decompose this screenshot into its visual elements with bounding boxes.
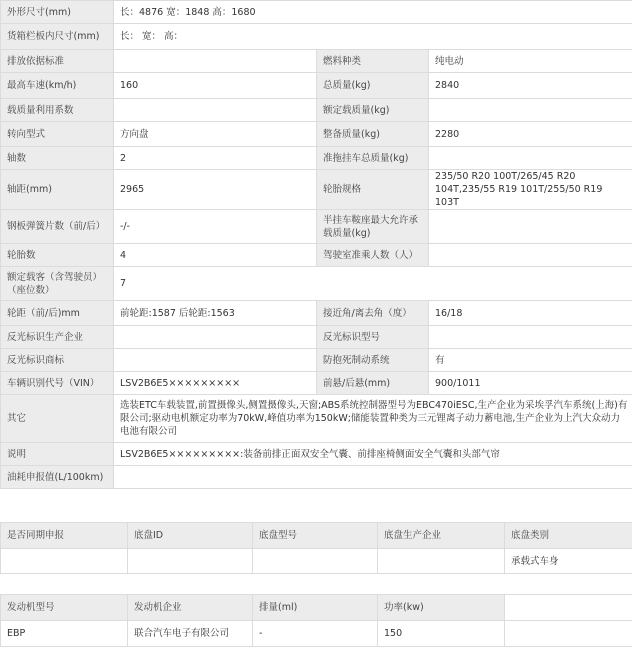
spec-value xyxy=(429,210,632,244)
spec-label: 燃料种类 xyxy=(317,50,429,73)
chassis-cell xyxy=(1,549,128,574)
spec-row xyxy=(1,99,632,122)
engine-cell: EBP xyxy=(1,621,128,647)
spec-label: 轮胎数 xyxy=(1,244,114,267)
spec-row xyxy=(1,372,632,395)
spec-label: 油耗申报值(L/100km) xyxy=(1,466,114,489)
spec-row xyxy=(1,301,632,326)
spec-label: 轮距（前/后)mm xyxy=(1,301,114,326)
spec-value: 前轮距:1587 后轮距:1563 xyxy=(114,301,317,326)
engine-cell xyxy=(505,621,632,647)
spec-label: 钢板弹簧片数（前/后） xyxy=(1,210,114,244)
chassis-header-cell: 是否同期申报 xyxy=(1,523,128,549)
engine-cell: 150 xyxy=(378,621,505,647)
spec-value: LSV2B6E5×××××××××:装备前排正面双安全气囊、前排座椅侧面安全气囊和头部气帘 xyxy=(114,443,632,466)
spec-label: 说明 xyxy=(1,443,114,466)
spec-value: 900/1011 xyxy=(429,372,632,395)
spec-label: 轮胎规格 xyxy=(317,170,429,210)
spec-value xyxy=(429,99,632,122)
spec-label: 载质量利用系数 xyxy=(1,99,114,122)
spec-row xyxy=(1,50,632,73)
spec-label: 其它 xyxy=(1,395,114,443)
engine-table xyxy=(0,594,632,647)
spec-label: 货箱栏板内尺寸(mm) xyxy=(1,24,114,50)
spec-label: 外形尺寸(mm) xyxy=(1,1,114,24)
spec-value: 长： 宽： 高： xyxy=(114,24,632,50)
chassis-cell xyxy=(378,549,505,574)
spec-label: 防抱死制动系统 xyxy=(317,349,429,372)
engine-cell: - xyxy=(253,621,378,647)
spec-value: 2840 xyxy=(429,73,632,99)
spec-value: 2 xyxy=(114,147,317,170)
spec-label: 接近角/离去角（度） xyxy=(317,301,429,326)
spec-label: 轴数 xyxy=(1,147,114,170)
spec-row xyxy=(1,73,632,99)
spec-row xyxy=(1,210,632,244)
spec-label: 额定载客（含驾驶员）（座位数） xyxy=(1,267,114,301)
spec-label: 半挂车鞍座最大允许承载质量(kg) xyxy=(317,210,429,244)
spec-label: 排放依据标准 xyxy=(1,50,114,73)
spec-label: 前悬/后悬(mm) xyxy=(317,372,429,395)
spec-label: 反光标识型号 xyxy=(317,326,429,349)
engine-header-row xyxy=(1,595,632,621)
spec-row xyxy=(1,443,632,466)
spec-value: 7 xyxy=(114,267,632,301)
spec-label: 反光标识商标 xyxy=(1,349,114,372)
chassis-cell xyxy=(128,549,253,574)
chassis-header-cell: 底盘型号 xyxy=(253,523,378,549)
spec-row xyxy=(1,122,632,147)
spec-value: 纯电动 xyxy=(429,50,632,73)
spec-value: 选装ETC车载装置,前置摄像头,侧置摄像头,天窗;ABS系统控制器型号为EBC470iESC,生产企业为采埃孚汽车系统(上海)有限公司;驱动电机额定功率为70kW,峰值功率为150kW;储能装置种类为三元锂离子动力蓄电池,生产企业为上汽大众动力电池有限公司 xyxy=(114,395,632,443)
engine-cell: 联合汽车电子有限公司 xyxy=(128,621,253,647)
spec-value: 235/50 R20 100T/265/45 R20 104T,235/55 R19 101T/255/50 R19 103T xyxy=(429,170,632,210)
spec-label: 最高车速(km/h) xyxy=(1,73,114,99)
spec-row xyxy=(1,349,632,372)
spec-row xyxy=(1,326,632,349)
spec-label: 转向型式 xyxy=(1,122,114,147)
spec-value xyxy=(114,99,317,122)
engine-header-cell: 发动机企业 xyxy=(128,595,253,621)
spec-value: 2965 xyxy=(114,170,317,210)
spec-row xyxy=(1,244,632,267)
spec-value: 16/18 xyxy=(429,301,632,326)
spec-label: 准拖挂车总质量(kg) xyxy=(317,147,429,170)
spec-label: 反光标识生产企业 xyxy=(1,326,114,349)
spec-row xyxy=(1,147,632,170)
spec-row xyxy=(1,466,632,489)
spec-label: 整备质量(kg) xyxy=(317,122,429,147)
engine-data-row xyxy=(1,621,632,647)
engine-header-cell: 功率(kw) xyxy=(378,595,505,621)
chassis-category-cell: 承载式车身 xyxy=(505,549,632,574)
spec-label: 车辆识别代号（VIN） xyxy=(1,372,114,395)
spec-row xyxy=(1,267,632,301)
spec-value: -/- xyxy=(114,210,317,244)
chassis-header-row xyxy=(1,523,632,549)
chassis-header-cell: 底盘类别 xyxy=(505,523,632,549)
spec-value xyxy=(114,466,632,489)
engine-header-cell xyxy=(505,595,632,621)
spec-label: 额定载质量(kg) xyxy=(317,99,429,122)
spec-value: 160 xyxy=(114,73,317,99)
spec-value xyxy=(114,349,317,372)
spec-value: 2280 xyxy=(429,122,632,147)
chassis-data-row xyxy=(1,549,632,574)
spec-row xyxy=(1,170,632,210)
chassis-cell xyxy=(253,549,378,574)
spec-row xyxy=(1,24,632,50)
spec-row xyxy=(1,1,632,24)
spec-label: 驾驶室准乘人数（人） xyxy=(317,244,429,267)
spec-value: 4 xyxy=(114,244,317,267)
spec-value xyxy=(429,244,632,267)
chassis-header-cell: 底盘ID xyxy=(128,523,253,549)
spec-label: 轴距(mm) xyxy=(1,170,114,210)
spec-value xyxy=(114,326,317,349)
chassis-table xyxy=(0,522,632,574)
spec-value: 方向盘 xyxy=(114,122,317,147)
engine-header-cell: 排量(ml) xyxy=(253,595,378,621)
spec-value: LSV2B6E5××××××××× xyxy=(114,372,317,395)
spec-value xyxy=(114,50,317,73)
spec-label: 总质量(kg) xyxy=(317,73,429,99)
spec-value xyxy=(429,147,632,170)
spec-value: 长：4876 宽：1848 高：1680 xyxy=(114,1,632,24)
chassis-header-cell: 底盘生产企业 xyxy=(378,523,505,549)
spec-row xyxy=(1,395,632,443)
spec-value xyxy=(429,326,632,349)
engine-header-cell: 发动机型号 xyxy=(1,595,128,621)
spec-value: 有 xyxy=(429,349,632,372)
